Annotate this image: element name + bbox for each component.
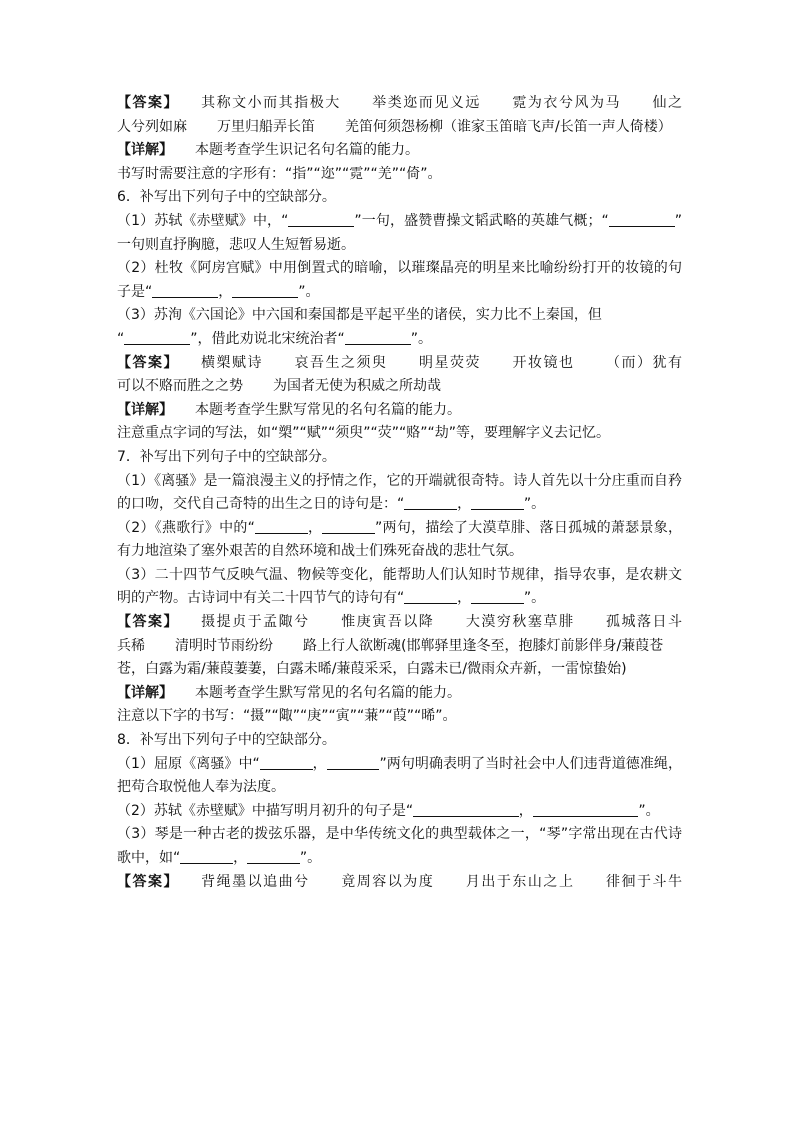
answer-blank	[260, 754, 313, 770]
answer-blank	[288, 211, 354, 227]
line-text: 可以不赂而胜之之势 为国者无使为积威之所劫哉	[117, 378, 441, 395]
section-label: 【答案】	[117, 873, 180, 890]
answer-blank	[152, 282, 218, 298]
answer-blank	[124, 329, 190, 345]
text-line	[117, 399, 682, 423]
text-line	[117, 564, 682, 588]
line-text: “ ”，借此劝说北宋统治者“ ”。	[117, 330, 433, 347]
text-line	[117, 328, 682, 352]
answer-blank	[232, 282, 298, 298]
answer-blank	[533, 801, 639, 817]
section-label: 【详解】	[117, 684, 173, 701]
line-text: （3）苏洵《六国论》中六国和秦国都是平起平坐的诸侯，实力比不上秦国，但	[117, 307, 602, 324]
section-label: 【答案】	[117, 95, 180, 111]
line-text: 本题考查学生识记名句名篇的能力。	[195, 142, 419, 159]
text-line	[117, 753, 682, 777]
answer-blank	[609, 211, 675, 227]
answer-blank	[322, 518, 375, 534]
answer-blank	[404, 494, 457, 510]
line-text: 子是“ ， ”。	[117, 283, 320, 300]
text-line	[117, 234, 682, 258]
line-text: 摄提贞于孟陬兮 惟庚寅吾以降 大漠穷秋塞草腓 孤城落日斗	[201, 614, 682, 631]
line-text: 本题考查学生默写常见的名句名篇的能力。	[195, 401, 461, 418]
text-line	[117, 611, 682, 635]
answer-blank	[345, 329, 411, 345]
text-line	[117, 304, 682, 328]
line-text: 歌中，如“ ， ”。	[117, 850, 322, 866]
text-line	[117, 422, 682, 446]
text-line	[117, 163, 682, 187]
text-line	[117, 281, 682, 305]
text-line	[117, 871, 682, 895]
text-line	[117, 823, 682, 847]
text-line	[117, 682, 682, 706]
text-line	[117, 493, 682, 517]
text-line	[117, 116, 682, 140]
document-page	[117, 92, 682, 894]
section-label: 【答案】	[117, 614, 180, 631]
answer-blank	[404, 588, 457, 604]
line-text: 把苟合取悦他人奉为法度。	[117, 779, 285, 796]
line-text: 8．补写出下列句子中的空缺部分。	[117, 732, 336, 749]
text-line	[117, 776, 682, 800]
line-text: （3）琴是一种古老的拨弦乐器，是中华传统文化的典型载体之一，“琴”字常出现在古代诗	[117, 826, 682, 843]
line-text: 6．补写出下列句子中的空缺部分。	[117, 189, 336, 206]
line-text: （1）屈原《离骚》中“ ， ”两句明确表明了当时社会中人们违背道德准绳，	[117, 755, 682, 772]
text-line	[117, 470, 682, 494]
text-line	[117, 257, 682, 281]
line-text: 注意重点字词的写法，如“槊”“赋”“须臾”“荧”“赂”“劫”等，要理解字义去记忆。	[117, 425, 611, 442]
text-line	[117, 705, 682, 729]
answer-blank	[471, 588, 524, 604]
text-line	[117, 587, 682, 611]
text-line	[117, 210, 682, 234]
answer-blank	[471, 494, 524, 510]
text-line	[117, 800, 682, 824]
line-text: 苍，白露为霜/蒹葭萋萋，白露未晞/蒹葭采采，白露未已/微雨众卉新，一雷惊蛰始)	[117, 661, 627, 678]
line-text: 一句则直抒胸臆，悲叹人生短暂易逝。	[117, 236, 355, 253]
text-line	[117, 92, 682, 116]
answer-blank	[413, 801, 519, 817]
text-line	[117, 517, 682, 541]
line-text: 兵稀 清明时节雨纷纷 路上行人欲断魂(邯郸驿里逢冬至，抱膝灯前影伴身/蒹葭苍	[117, 637, 664, 654]
text-line	[117, 139, 682, 163]
text-line	[117, 658, 682, 682]
text-line	[117, 635, 682, 659]
text-line	[117, 446, 682, 470]
line-text: （2）苏轼《赤壁赋》中描写明月初升的句子是“ ， ”。	[117, 802, 660, 819]
line-text: （1）苏轼《赤壁赋》中，“ ”一句，盛赞曹操文韬武略的英雄气概；“ ”	[117, 212, 682, 229]
section-label: 【详解】	[117, 401, 173, 418]
answer-blank	[247, 848, 300, 864]
answer-blank	[255, 518, 308, 534]
text-line	[117, 729, 682, 753]
section-label: 【详解】	[117, 142, 173, 159]
section-label: 【答案】	[117, 354, 179, 371]
answer-blank	[327, 754, 380, 770]
line-text: 本题考查学生默写常见的名句名篇的能力。	[195, 684, 461, 701]
line-text: 其称文小而其指极大 举类迩而见义远 霓为衣兮风为马 仙之	[201, 95, 682, 111]
line-text: 注意以下字的书写：“摄”“陬”“庚”“寅”“蒹”“葭”“晞”。	[117, 708, 457, 725]
line-text: 的口吻，交代自己奇特的出生之日的诗句是：“ ， ”。	[117, 496, 546, 513]
line-text: 人兮列如麻 万里归船弄长笛 羌笛何须怨杨柳（谁家玉笛暗飞声/长笛一声人倚楼）	[117, 118, 672, 135]
line-text: 书写时需要注意的字形有：“指”“迩”“霓”“羌”“倚”。	[117, 165, 442, 182]
line-text: （3）二十四节气反映气温、物候等变化，能帮助人们认知时节规律，指导农事，是农耕文	[117, 566, 682, 583]
line-text: （1）《离骚》是一篇浪漫主义的抒情之作，它的开端就很奇特。诗人首先以十分庄重而自矜	[117, 472, 682, 489]
line-text: 横槊赋诗 哀吾生之须臾 明星荧荧 开妆镜也 （而）犹有	[201, 354, 682, 371]
text-line	[117, 352, 682, 376]
line-text: （2）杜牧《阿房宫赋》中用倒置式的暗喻，以璀璨晶亮的明星来比喻纷纷打开的妆镜的句	[117, 260, 682, 277]
text-line	[117, 847, 682, 871]
line-text: 明的产物。古诗词中有关二十四节气的诗句有“ ， ”。	[117, 590, 546, 607]
line-text: 7．补写出下列句子中的空缺部分。	[117, 448, 336, 465]
line-text: （2）《燕歌行》中的“ ， ”两句，描绘了大漠草腓、落日孤城的萧瑟景象，	[117, 519, 682, 536]
answer-blank	[180, 848, 233, 864]
line-text: 有力地渲染了塞外艰苦的自然环境和战士们殊死奋战的悲壮气氛。	[117, 543, 523, 560]
text-line	[117, 375, 682, 399]
text-line	[117, 186, 682, 210]
text-line	[117, 540, 682, 564]
line-text: 背绳墨以追曲兮 竟周容以为度 月出于东山之上 徘徊于斗牛	[201, 873, 682, 890]
